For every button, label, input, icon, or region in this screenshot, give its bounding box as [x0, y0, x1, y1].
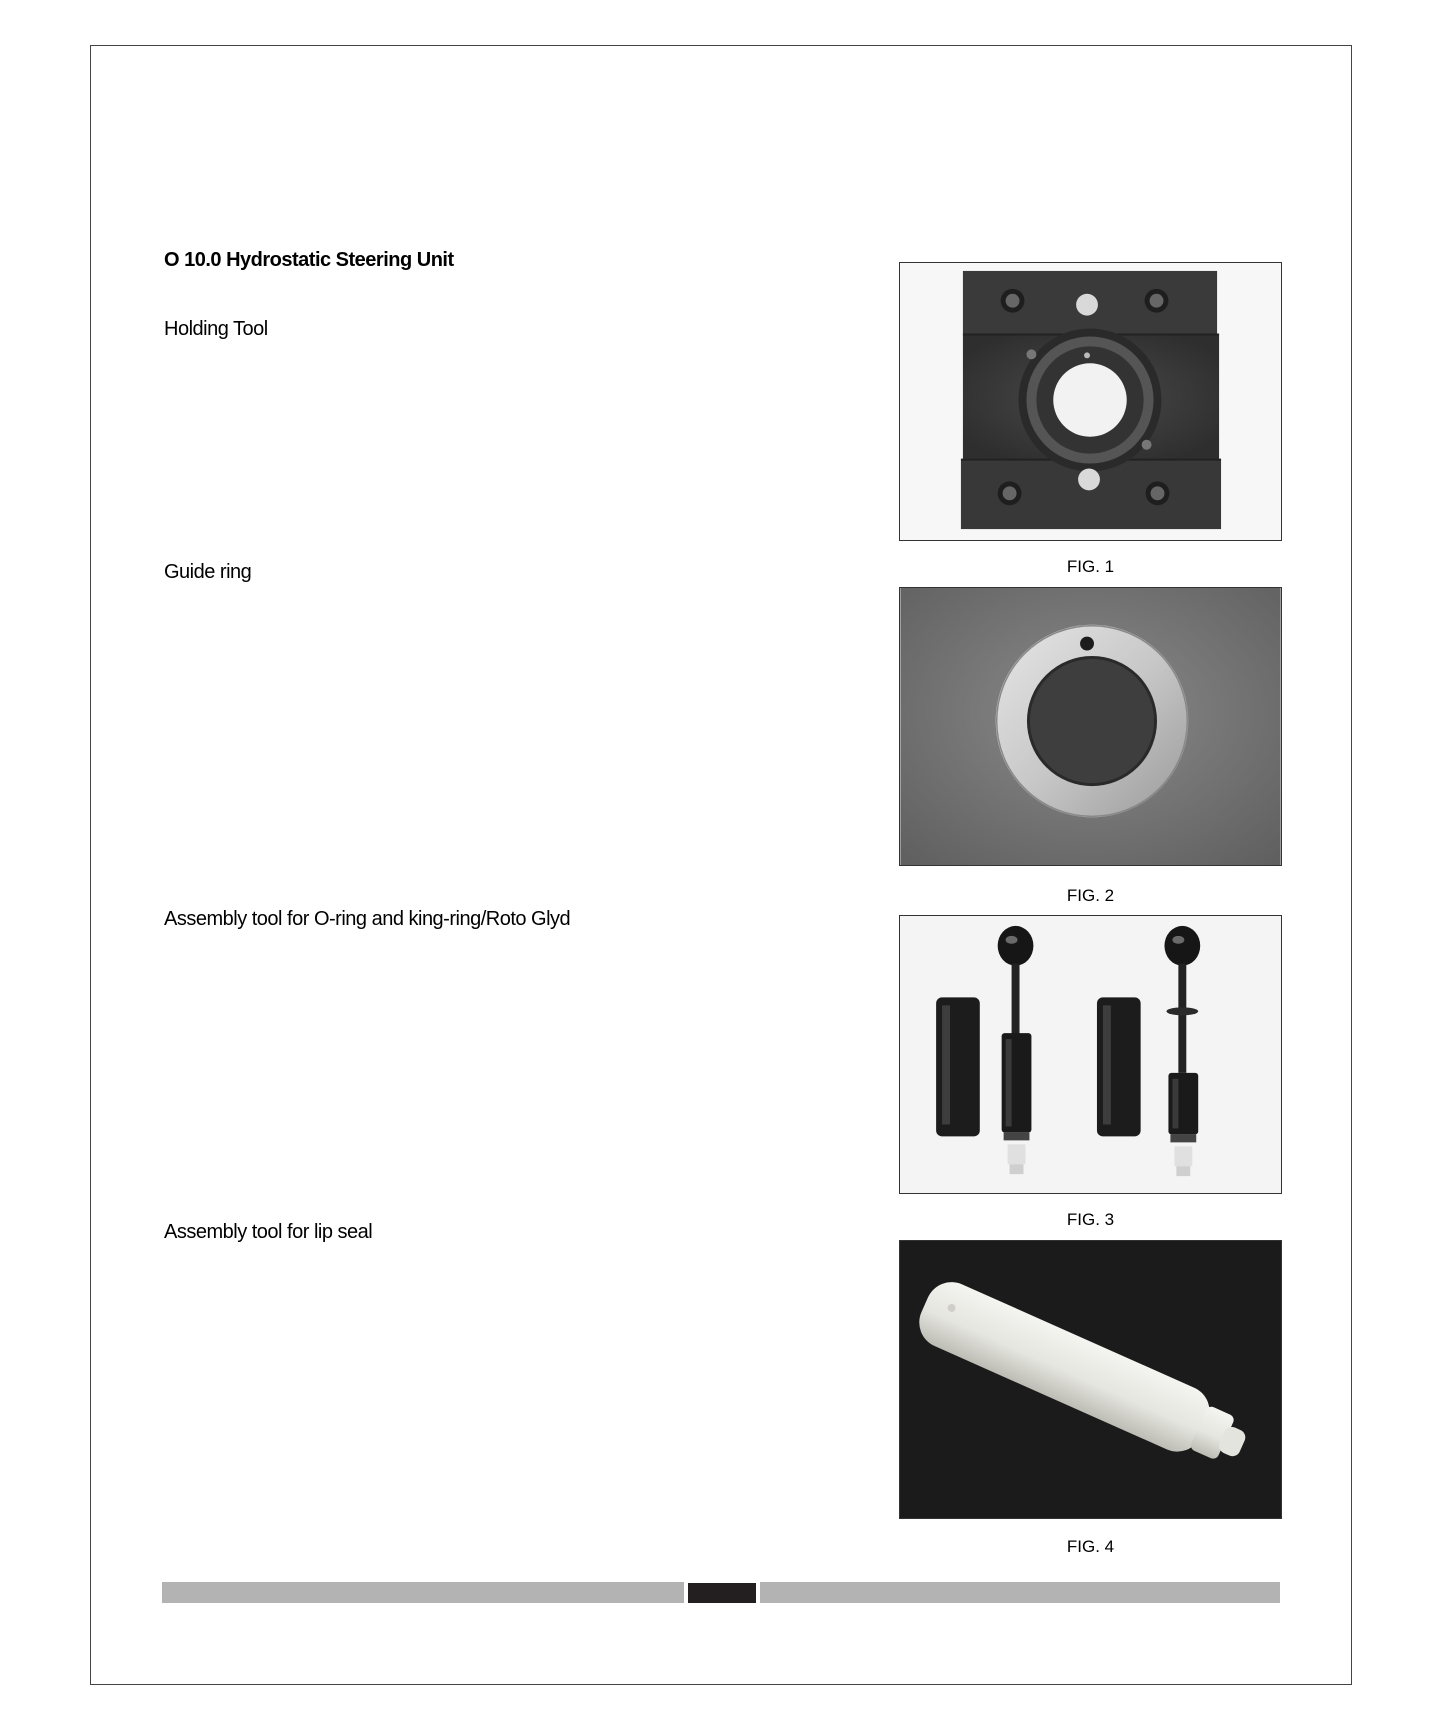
figure-2-guide-ring-image: [899, 587, 1282, 866]
figure-4-lip-seal-tool-image: [899, 1240, 1282, 1519]
figure-4-caption: FIG. 4: [1066, 1537, 1115, 1556]
figure-1-caption: FIG. 1: [1066, 557, 1115, 576]
footer-bar-left: [162, 1582, 684, 1603]
section-heading: O 10.0 Hydrostatic Steering Unit: [164, 249, 454, 271]
figure-2-caption: FIG. 2: [1066, 886, 1115, 905]
figure-3-caption: FIG. 3: [1066, 1210, 1115, 1229]
figure-1-holding-tool-image: [899, 262, 1282, 541]
item-label-guide-ring: Guide ring: [164, 561, 252, 583]
item-label-lip-seal-tool: Assembly tool for lip seal: [164, 1221, 373, 1243]
item-label-holding-tool: Holding Tool: [164, 318, 268, 340]
footer-bar-right: [760, 1582, 1280, 1603]
footer-page-marker: [688, 1583, 756, 1603]
figure-3-o-ring-tools-image: [899, 915, 1282, 1194]
item-label-o-ring-tool: Assembly tool for O-ring and king-ring/Roto Glyd: [164, 908, 571, 930]
